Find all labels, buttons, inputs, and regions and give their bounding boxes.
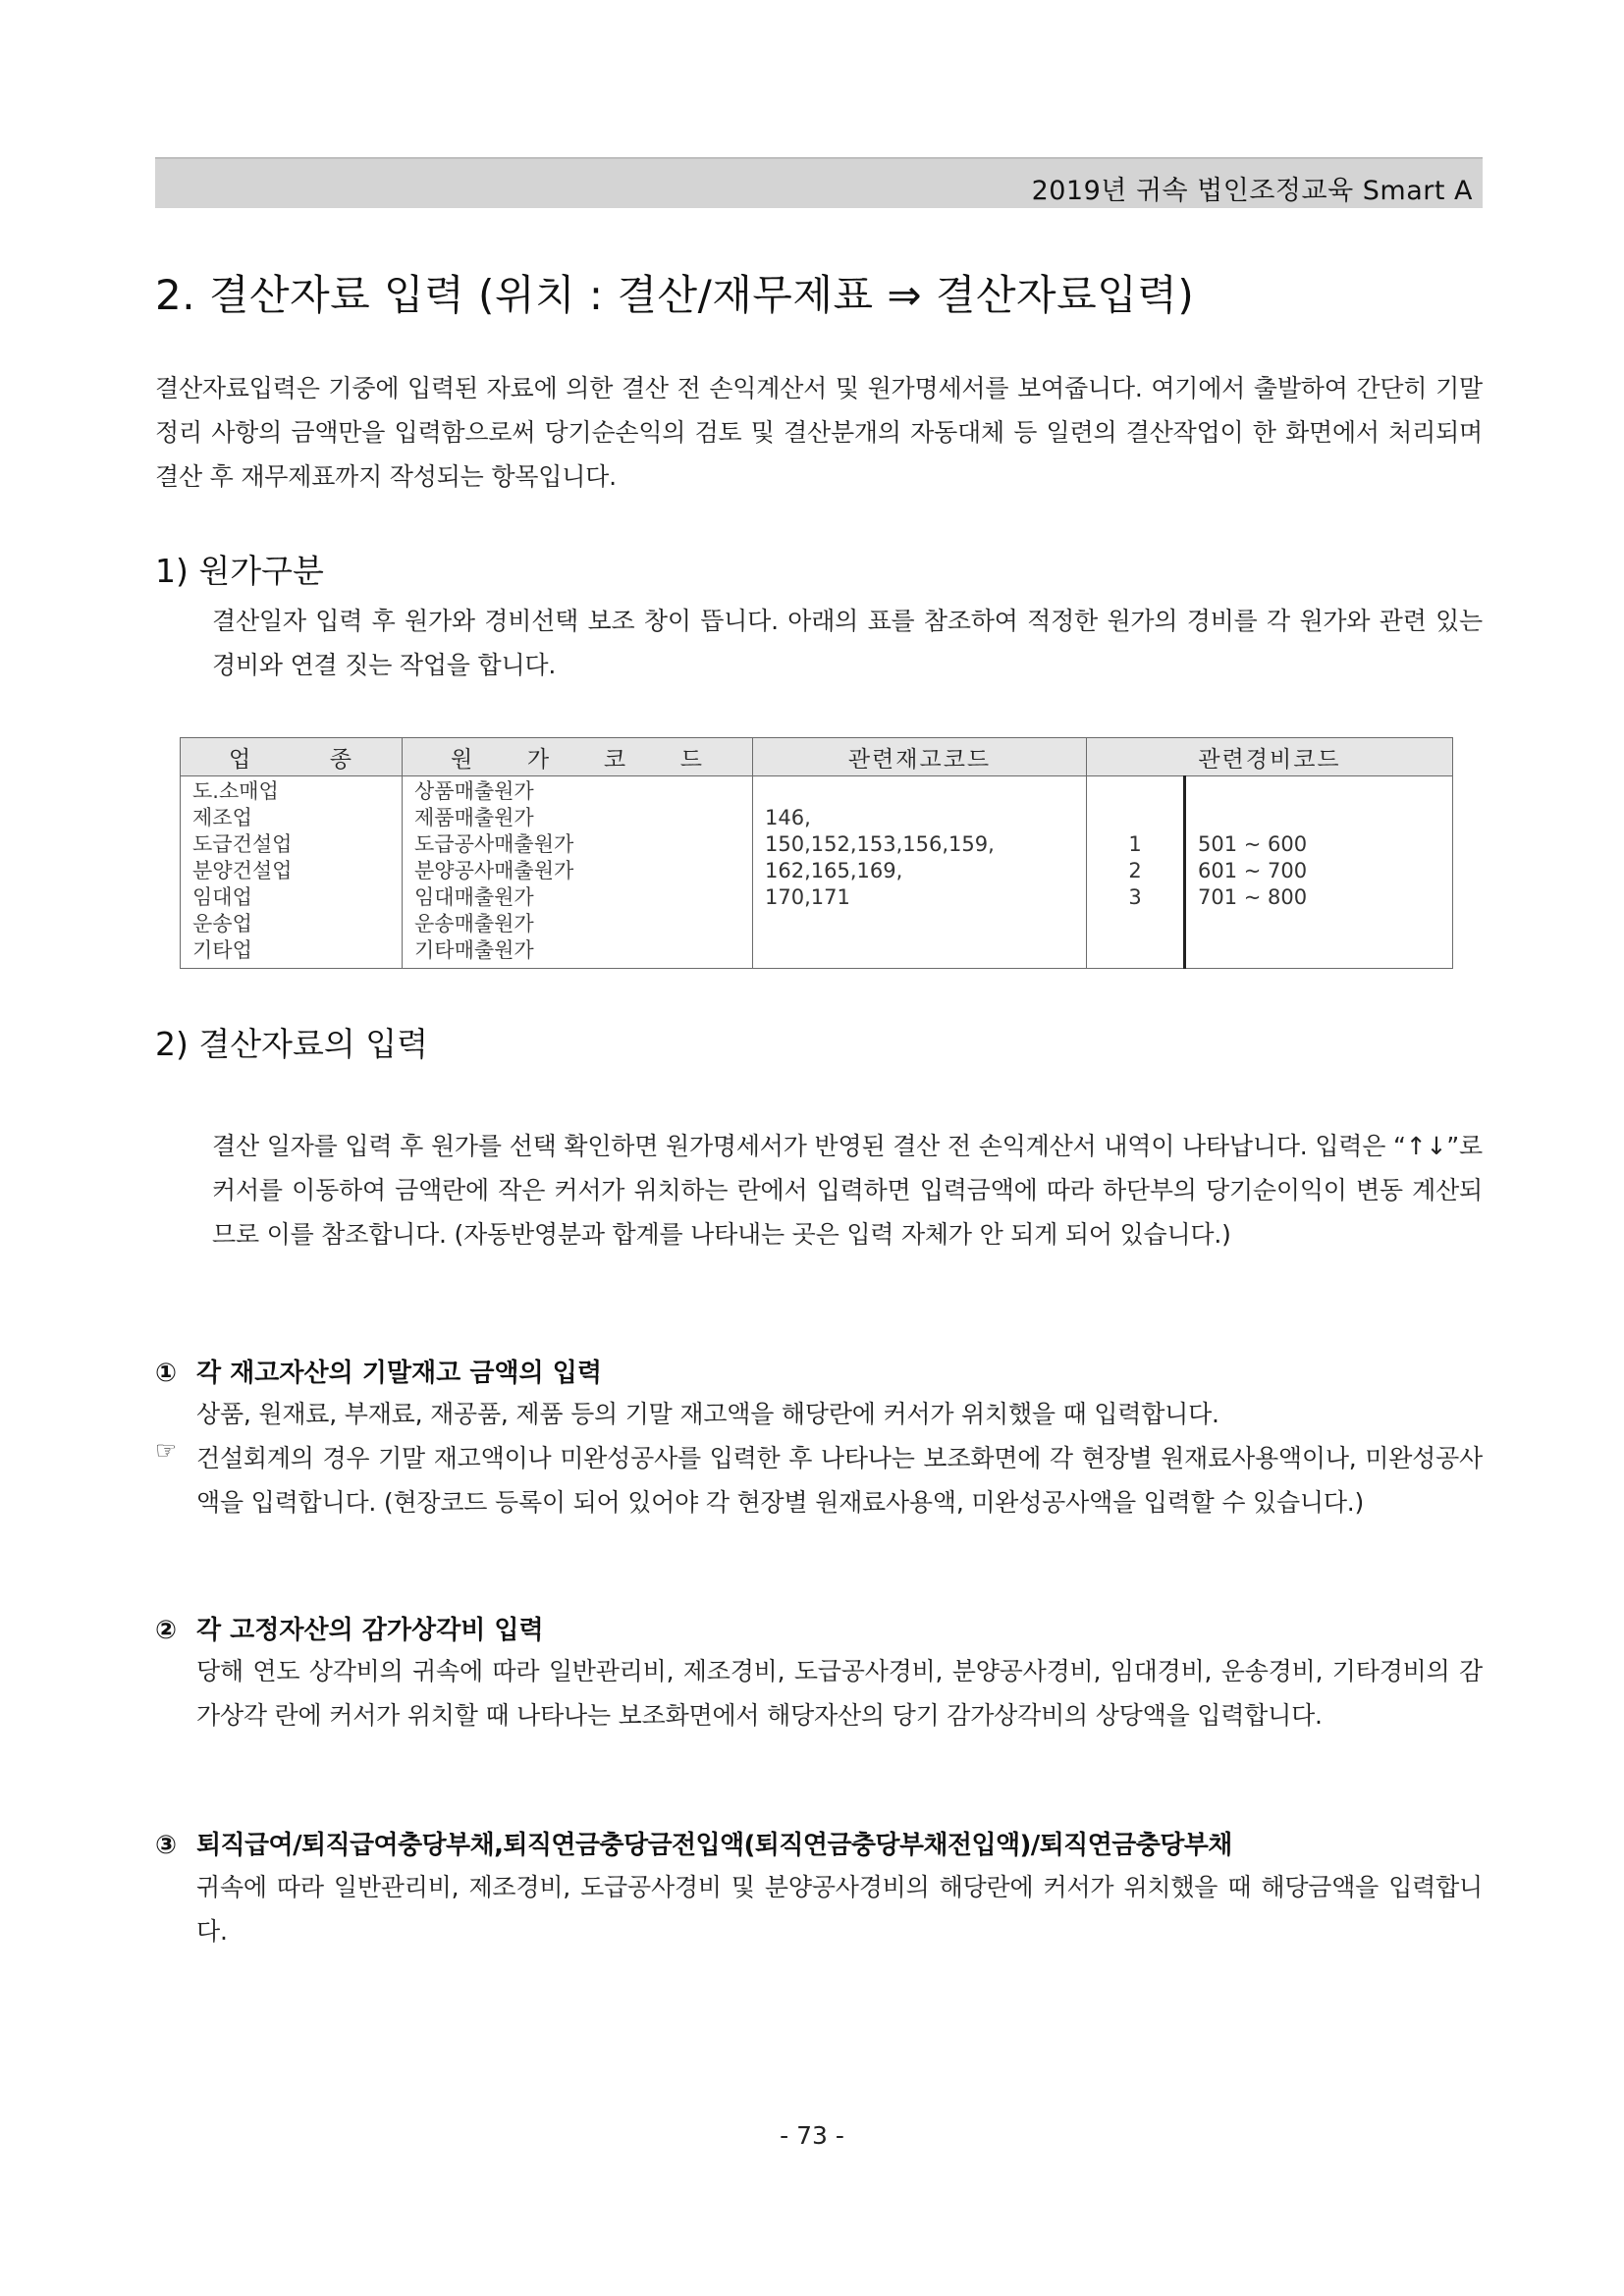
expense-range-list: 501 ~ 600 601 ~ 700 701 ~ 800 (1185, 776, 1453, 969)
header-cost-code: 원 가 코 드 (403, 738, 753, 776)
cost-code-table (180, 737, 1453, 969)
inventory-code-list: 146, 150,152,153,156,159, 162,165,169, 170,171 (753, 776, 1087, 969)
header-inventory-code: 관련재고코드 (753, 738, 1087, 776)
page-number: - 73 - (780, 2121, 844, 2150)
item-2-paragraph: 당해 연도 상각비의 귀속에 따라 일반관리비, 제조경비, 도급공사경비, 분양공사경비, 임대경비, 운송경비, 기타경비의 감가상각 란에 커서가 위치할 때 나타나는 보조화면에서 해당자산의 당기 감가상각비의 상당액을 입력합니다. (196, 1657, 1483, 1730)
item-3-paragraph: 귀속에 따라 일반관리비, 제조경비, 도급공사경비 및 분양공사경비의 해당란에 커서가 위치했을 때 해당금액을 입력합니다. (196, 1873, 1483, 1946)
item-2-title-text: 각 고정자산의 감가상각비 입력 (196, 1616, 544, 1645)
item-3-title-text: 퇴직급여/퇴직급여충당부채,퇴직연금충당금전입액(퇴직연금충당부채전입액)/퇴직연금충당부채 (196, 1831, 1232, 1860)
item-1-number: ① (155, 1359, 178, 1388)
item-3-number: ③ (155, 1831, 177, 1860)
cost-code-list: 상품매출원가 제품매출원가 도급공사매출원가 분양공사매출원가 임대매출원가 운송매출원가 기타매출원가 (403, 776, 753, 969)
section-title: 2. 결산자료 입력 (위치 : 결산/재무제표 ⇒ 결산자료입력) (155, 271, 1195, 319)
table-header-row (181, 738, 1453, 776)
header-expense-code: 관련경비코드 (1087, 738, 1453, 776)
header-bar (155, 157, 1483, 208)
pointing-hand-icon: ☞ (155, 1436, 178, 1465)
table-row (181, 776, 1453, 969)
item-1-title (155, 1353, 602, 1389)
expense-index-list: 1 2 3 (1087, 776, 1185, 969)
subsection-2-paragraph: 결산 일자를 입력 후 원가를 선택 확인하면 원가명세서가 반영된 결산 전 손익계산서 내역이 나타납니다. 입력은 “↑↓”로 커서를 이동하여 금액란에 작은 커서가 위치하는 란에서 입력하면 입력금액에 따라 하단부의 당기순이익이 변동 계산되므로 이를 참조합니다. (자동반영분과 합계를 나타내는 곳은 입력 자체가 안 되게 되어 있습니다.) (212, 1132, 1483, 1249)
intro-paragraph: 결산자료입력은 기중에 입력된 자료에 의한 결산 전 손익계산서 및 원가명세서를 보여줍니다. 여기에서 출발하여 간단히 기말정리 사항의 금액만을 입력함으로써 당기순손익의 검토 및 결산분개의 자동대체 등 일련의 결산작업이 한 화면에서 처리되며 결산 후 재무제표까지 작성되는 항목입니다. (155, 374, 1484, 491)
item-3-title (155, 1825, 1232, 1861)
item-1-paragraph: 상품, 원재료, 부재료, 재공품, 제품 등의 기말 재고액을 해당란에 커서가 위치했을 때 입력합니다. (196, 1400, 1219, 1428)
header-title: 2019년 귀속 법인조정교육 Smart A (1031, 176, 1473, 206)
subsection-1-title: 1) 원가구분 (155, 552, 324, 590)
item-2-title (155, 1610, 544, 1646)
item-1-note: 건설회계의 경우 기말 재고액이나 미완성공사를 입력한 후 나타나는 보조화면에 각 현장별 원재료사용액이나, 미완성공사액을 입력합니다. (현장코드 등록이 되어 있어야 각 현장별 원재료사용액, 미완성공사액을 입력할 수 있습니다.) (196, 1444, 1483, 1517)
item-2-number: ② (155, 1616, 178, 1645)
item-1-title-text: 각 재고자산의 기말재고 금액의 입력 (196, 1359, 602, 1388)
header-industry: 업 종 (181, 738, 403, 776)
industry-list: 도.소매업 제조업 도급건설업 분양건설업 임대업 운송업 기타업 (181, 776, 403, 969)
subsection-2-title: 2) 결산자료의 입력 (155, 1025, 428, 1063)
subsection-1-paragraph: 결산일자 입력 후 원가와 경비선택 보조 창이 뜹니다. 아래의 표를 참조하여 적정한 원가의 경비를 각 원가와 관련 있는 경비와 연결 짓는 작업을 합니다. (212, 607, 1483, 679)
